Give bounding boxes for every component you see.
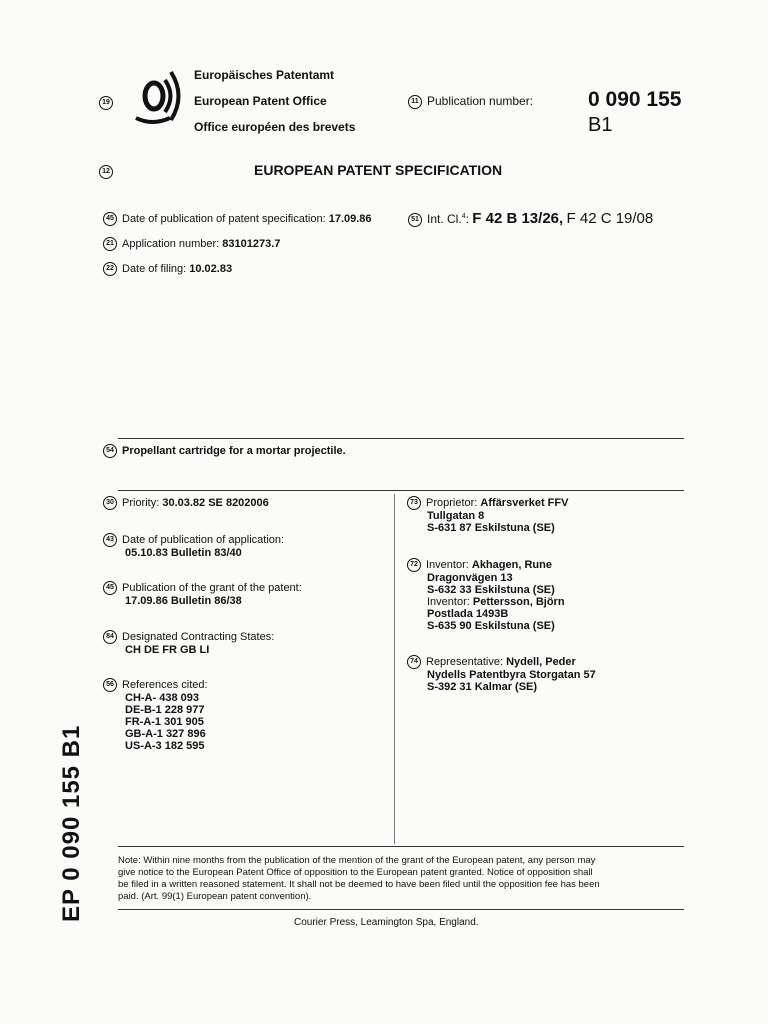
office-name-fr: Office européen des brevets bbox=[194, 120, 356, 134]
reference-item: US-A-3 182 595 bbox=[125, 740, 205, 752]
application-row: 21 Application number: 83101273.7 bbox=[103, 237, 280, 251]
invention-title-row: 54 Propellant cartridge for a mortar projectile. bbox=[103, 444, 346, 458]
divider bbox=[118, 438, 684, 439]
representative: 74 Representative: Nydell, Peder Nydells Patentbyra Storgatan 57 S-392 31 Kalmar (SE) bbox=[407, 655, 596, 693]
app-publication: 43 Date of publication of application: 05.10.83 Bulletin 83/40 bbox=[103, 533, 284, 559]
divider bbox=[118, 490, 684, 491]
references-cited: 56 References cited: CH-A- 438 093 DE-B-1 228 977 FR-A-1 301 905 GB-A-1 327 896 US-A-3 182 595 bbox=[103, 678, 208, 752]
publication-kind: B1 bbox=[588, 114, 613, 136]
priority-row: 30 Priority: 30.03.82 SE 8202006 bbox=[103, 496, 269, 510]
document-title: EUROPEAN PATENT SPECIFICATION bbox=[254, 162, 503, 178]
side-publication-number: EP 0 090 155 B1 bbox=[58, 724, 85, 922]
designated-states: 84 Designated Contracting States: CH DE FR GB LI bbox=[103, 630, 274, 656]
publication-label: 11 Publication number: bbox=[408, 94, 533, 109]
reference-item: GB-A-1 327 896 bbox=[125, 728, 206, 740]
printer-line: Courier Press, Leamington Spa, England. bbox=[294, 917, 479, 928]
publication-number: 0 090 155 bbox=[588, 88, 682, 111]
filing-row: 22 Date of filing: 10.02.83 bbox=[103, 262, 232, 276]
grant-publication: 45 Publication of the grant of the patent: 17.09.86 Bulletin 86/38 bbox=[103, 581, 302, 607]
divider bbox=[118, 909, 684, 910]
inventors: 72 Inventor: Akhagen, Rune Dragonvägen 13 S-632 33 Eskilstuna (SE) Inventor: Pettersson, Björn Postlada 1493B S-635 90 Eskilstuna (SE) bbox=[407, 558, 565, 632]
divider bbox=[118, 846, 684, 847]
opposition-note: Note: Within nine months from the publication of the mention of the grant of the European patent, any person may give notice to the European Patent Office of opposition to the European patent granted. Notice of opposition shall be filed in a written reasoned statement. It shall not be deemed to have been filed until the opposition fee has been paid. (Art. 99(1) European patent convention). bbox=[118, 855, 600, 902]
column-divider bbox=[394, 494, 395, 844]
reference-item: DE-B-1 228 977 bbox=[125, 704, 205, 716]
code-19: 19 bbox=[99, 94, 118, 112]
proprietor: 73 Proprietor: Affärsverket FFV Tullgatan 8 S-631 87 Eskilstuna (SE) bbox=[407, 496, 568, 534]
reference-item: FR-A-1 301 905 bbox=[125, 716, 204, 728]
pub-date-row: 45 Date of publication of patent specification: 17.09.86 bbox=[103, 212, 372, 226]
int-cl-row: 51 Int. Cl.$^4$: F 42 B 13/26, F 42 C 19/08 bbox=[408, 210, 653, 227]
code-12: 12 bbox=[99, 163, 118, 181]
office-name-en: European Patent Office bbox=[194, 94, 327, 108]
office-name-de: Europäisches Patentamt bbox=[194, 68, 335, 82]
reference-item: CH-A- 438 093 bbox=[125, 692, 199, 704]
epo-logo bbox=[132, 66, 186, 126]
